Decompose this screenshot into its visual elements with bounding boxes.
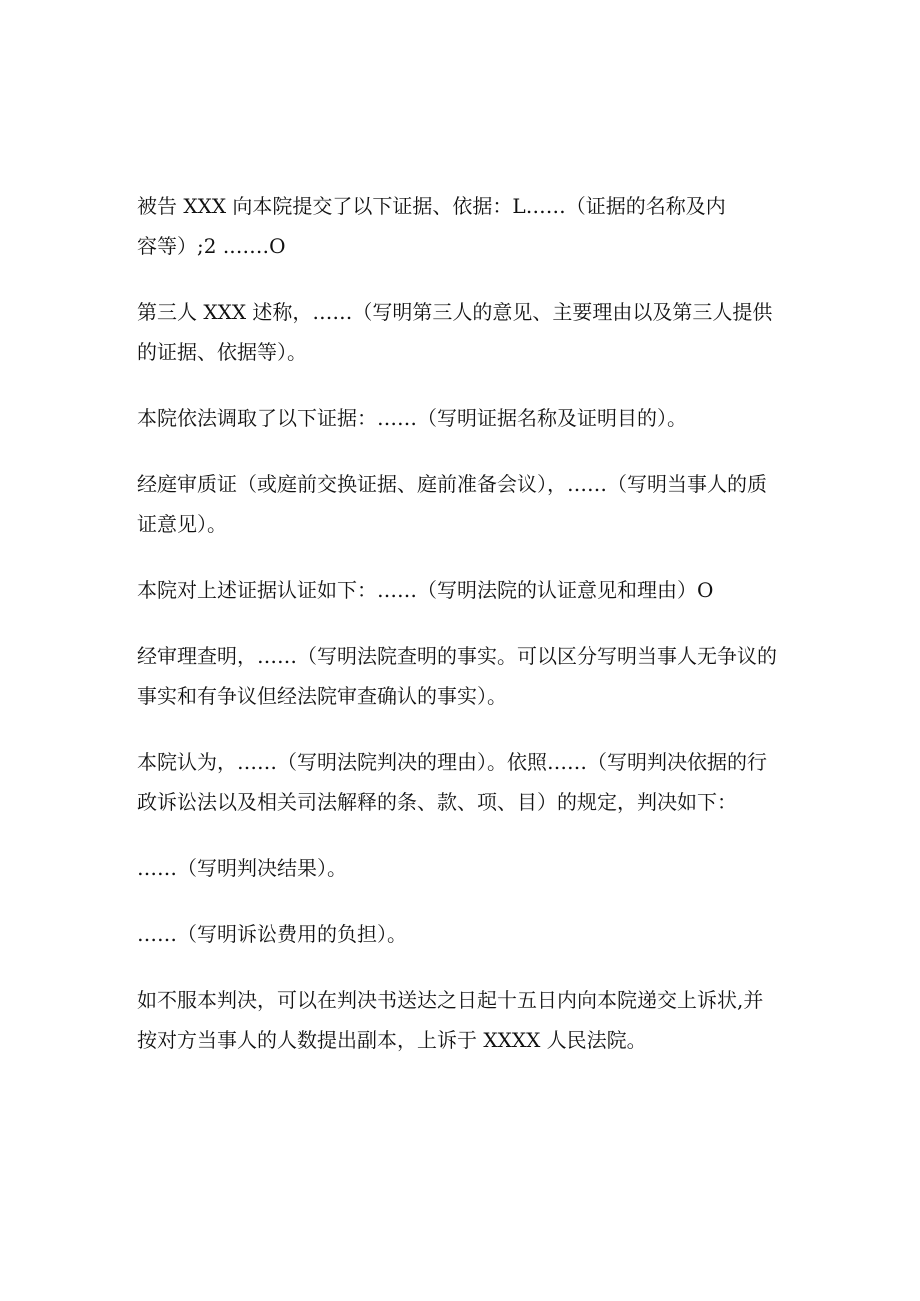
text-line: 政诉讼法以及相关司法解释的条、款、项、目）的规定，判决如下： [137,790,737,814]
paragraph-facts-found [137,636,787,716]
text-line: 如不服本判决，可以在判决书送达之日起十五日内向本院递交上诉状,并 [137,988,764,1012]
text-line: ……（写明判决结果）。 [137,856,347,880]
text-line: 证意见）。 [137,512,227,536]
text-line: 容等）;2 .……O [137,234,286,258]
text-line: 第三人 XXX 述称，……（写明第三人的意见、主要理由以及第三人提供 [137,300,773,324]
text-line: 本院认为，……（写明法院判决的理由）。依照……（写明判决依据的行 [137,750,767,774]
text-line: ……（写明诉讼费用的负担）。 [137,922,407,946]
text-line: 本院对上述证据认证如下：……（写明法院的认证意见和理由）O [137,578,714,602]
text-line: 本院依法调取了以下证据：……（写明证据名称及证明目的）。 [137,406,687,430]
paragraph-litigation-costs [137,914,787,954]
paragraph-evidence-authentication [137,570,787,610]
paragraph-cross-examination [137,464,787,544]
text-line: 的证据、依据等）。 [137,340,307,364]
paragraph-court-collected-evidence [137,398,787,438]
text-line: 被告 XXX 向本院提交了以下证据、依据：L……（证据的名称及内 [137,194,726,218]
document-body [137,186,787,1060]
paragraph-defendant-evidence [137,186,787,266]
text-line: 经审理查明，……（写明法院查明的事实。可以区分写明当事人无争议的 [137,644,777,668]
paragraph-third-party-statement [137,292,787,372]
text-line: 按对方当事人的人数提出副本，上诉于 XXXX 人民法院。 [137,1028,647,1052]
text-line: 经庭审质证（或庭前交换证据、庭前准备会议），……（写明当事人的质 [137,472,767,496]
paragraph-court-opinion [137,742,787,822]
text-line: 事实和有争议但经法院审查确认的事实）。 [137,684,507,708]
paragraph-judgment-result [137,848,787,888]
paragraph-appeal-notice [137,980,787,1060]
